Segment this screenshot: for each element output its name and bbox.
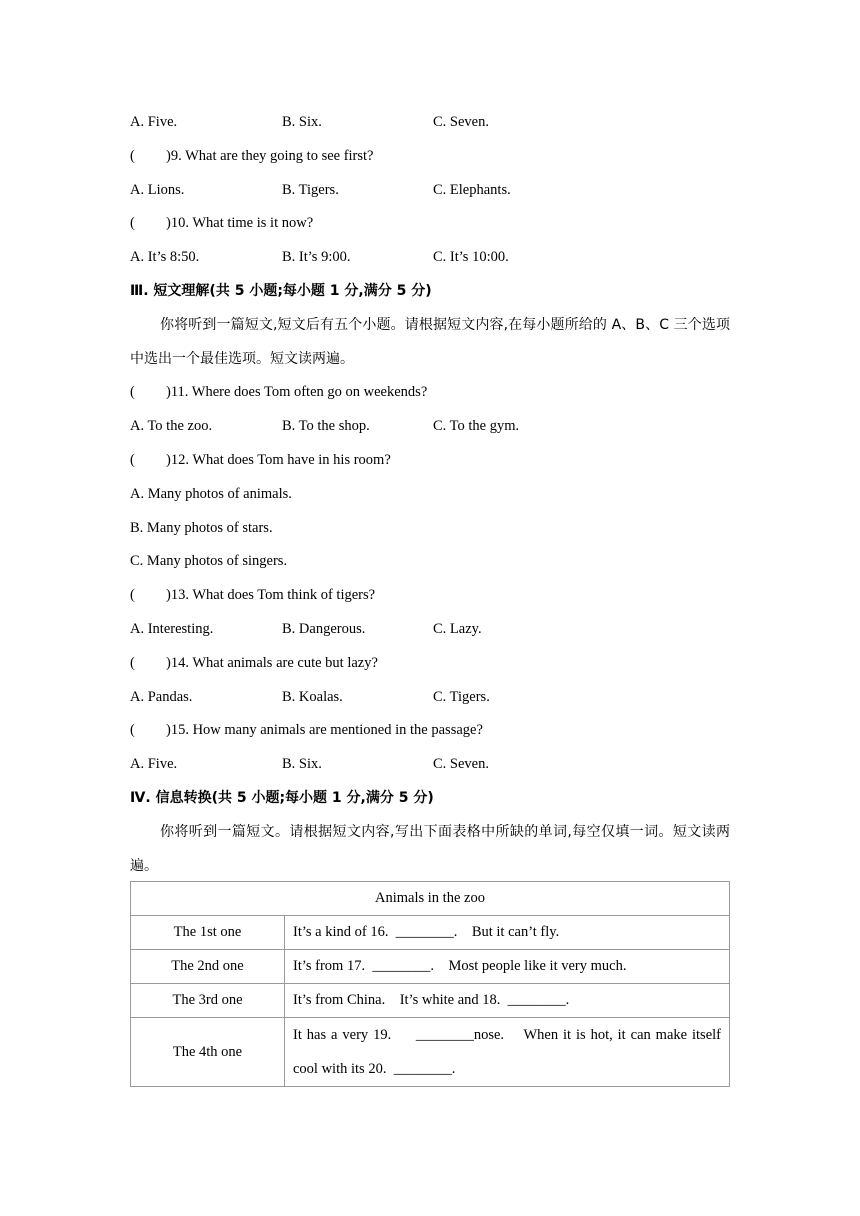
q11-text: )11. Where does Tom often go on weekends?: [166, 384, 428, 400]
q14-option-a: A. Pandas.: [130, 689, 193, 705]
q15-option-b: B. Six.: [282, 756, 322, 772]
q13-text: )13. What does Tom think of tigers?: [166, 587, 376, 603]
q8-options: [130, 112, 730, 132]
q15-options: [130, 754, 730, 774]
row-label: The 2nd one: [131, 950, 285, 984]
answer-paren: (: [130, 215, 135, 231]
q12-option-a: A. Many photos of animals.: [130, 486, 292, 502]
q12-question: [130, 450, 391, 470]
q14-options: [130, 687, 730, 707]
q15-option-c: C. Seven.: [433, 756, 489, 772]
answer-paren: (: [130, 148, 135, 164]
table-caption-row: [131, 882, 730, 916]
q14-text: )14. What animals are cute but lazy?: [166, 655, 378, 671]
q9-text: )9. What are they going to see first?: [166, 148, 374, 164]
q14-option-c: C. Tigers.: [433, 689, 490, 705]
row-label: The 4th one: [131, 1018, 285, 1087]
q12-option-c: C. Many photos of singers.: [130, 553, 288, 569]
row-content: It’s from 17. ________. Most people like it very much.: [285, 950, 730, 984]
answer-paren: (: [130, 452, 135, 468]
q9-option-a: A. Lions.: [130, 182, 185, 198]
q11-options: [130, 416, 730, 436]
section-3-instruction: 你将听到一篇短文,短文后有五个小题。请根据短文内容,在每小题所给的 A、B、C 三个选项中选出一个最佳选项。短文读两遍。: [130, 317, 730, 367]
q10-text: )10. What time is it now?: [166, 215, 314, 231]
answer-paren: (: [130, 384, 135, 400]
q11-option-a: A. To the zoo.: [130, 418, 213, 434]
q10-option-b: B. It’s 9:00.: [282, 249, 351, 265]
section-4-heading: Ⅳ. 信息转换(共 5 小题;每小题 1 分,满分 5 分): [130, 790, 434, 806]
q10-options: [130, 247, 730, 267]
table-caption: Animals in the zoo: [131, 882, 730, 916]
table-row: [131, 916, 730, 950]
q11-question: [130, 382, 427, 402]
q12-text: )12. What does Tom have in his room?: [166, 452, 391, 468]
q13-option-c: C. Lazy.: [433, 621, 482, 637]
table-row: [131, 984, 730, 1018]
q14-option-b: B. Koalas.: [282, 689, 343, 705]
row-label: The 3rd one: [131, 984, 285, 1018]
answer-paren: (: [130, 722, 135, 738]
q13-option-b: B. Dangerous.: [282, 621, 366, 637]
answer-paren: (: [130, 655, 135, 671]
q9-options: [130, 180, 730, 200]
table-row: [131, 950, 730, 984]
q10-option-c: C. It’s 10:00.: [433, 249, 509, 265]
row-label: The 1st one: [131, 916, 285, 950]
q8-option-c: C. Seven.: [433, 114, 489, 130]
q8-option-a: A. Five.: [130, 114, 178, 130]
row-content: It has a very 19. ________nose. When it is hot, it can make itself cool with its 20. ________.: [285, 1018, 730, 1087]
q15-question: [130, 720, 483, 740]
q14-question: [130, 653, 378, 673]
q10-question: [130, 213, 313, 233]
q13-question: [130, 585, 375, 605]
row-content: It’s a kind of 16. ________. But it can’t fly.: [285, 916, 730, 950]
q8-option-b: B. Six.: [282, 114, 322, 130]
q15-option-a: A. Five.: [130, 756, 178, 772]
q11-option-b: B. To the shop.: [282, 418, 370, 434]
row-content: It’s from China. It’s white and 18. ________.: [285, 984, 730, 1018]
q13-option-a: A. Interesting.: [130, 621, 214, 637]
q11-option-c: C. To the gym.: [433, 418, 520, 434]
q12-option-b: B. Many photos of stars.: [130, 520, 273, 536]
q13-options: [130, 619, 730, 639]
animals-table: [130, 881, 730, 1087]
section-3-heading: Ⅲ. 短文理解(共 5 小题;每小题 1 分,满分 5 分): [130, 283, 432, 299]
q10-option-a: A. It’s 8:50.: [130, 249, 200, 265]
q9-option-c: C. Elephants.: [433, 182, 511, 198]
table-row: [131, 1018, 730, 1087]
q9-option-b: B. Tigers.: [282, 182, 339, 198]
q15-text: )15. How many animals are mentioned in the passage?: [166, 722, 483, 738]
section-4-instruction: 你将听到一篇短文。请根据短文内容,写出下面表格中所缺的单词,每空仅填一词。短文读两遍。: [130, 824, 730, 874]
q9-question: [130, 146, 374, 166]
answer-paren: (: [130, 587, 135, 603]
